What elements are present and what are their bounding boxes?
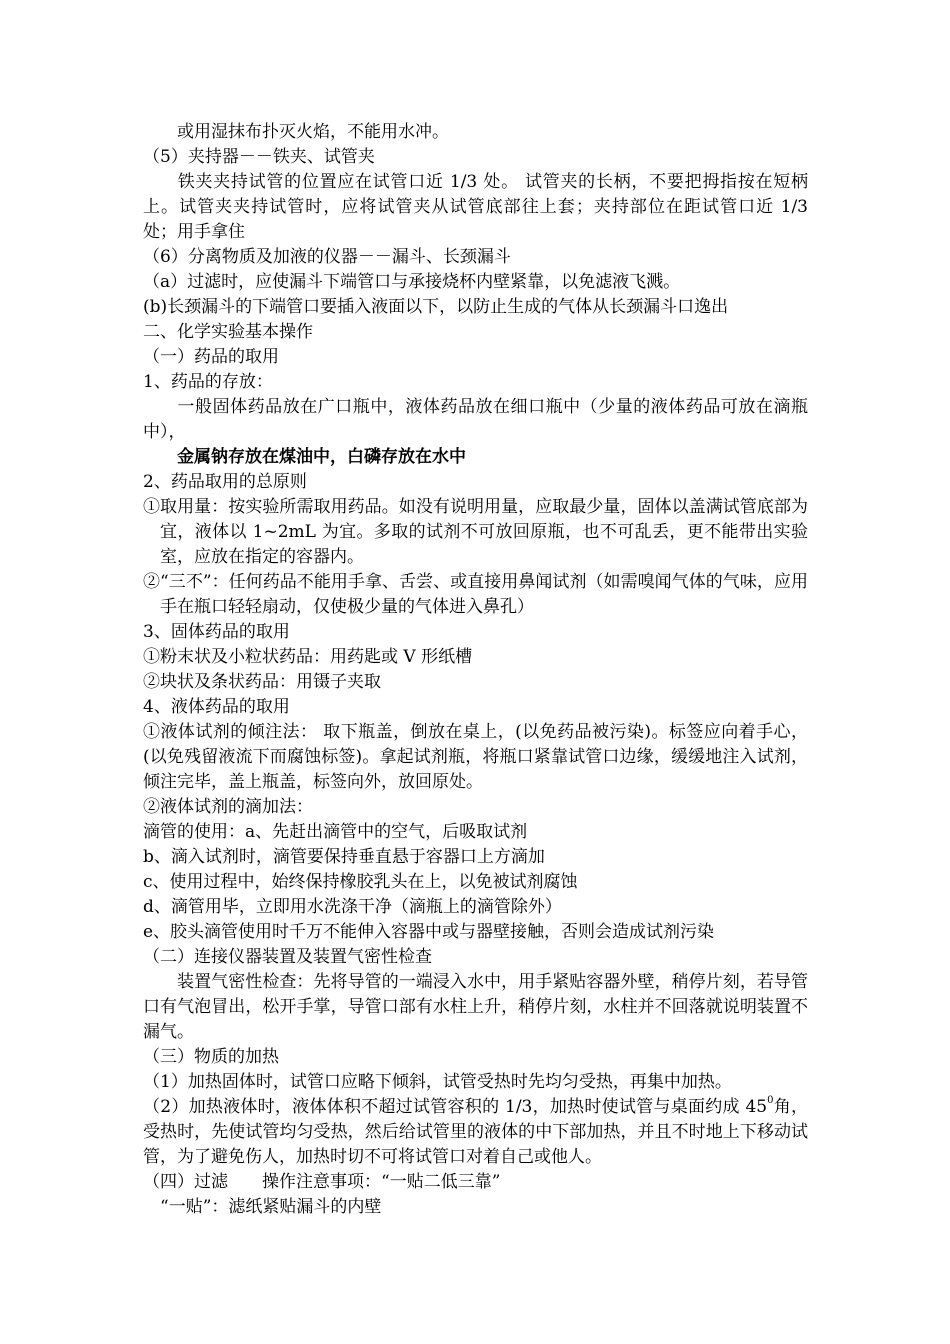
bold-note: 金属钠存放在煤油中，白磷存放在水中 — [177, 447, 466, 467]
paragraph — [143, 1095, 808, 1170]
paragraph — [143, 970, 808, 1045]
subsection-heading: 2、药品取用的总原则 — [143, 472, 307, 492]
paragraph — [143, 395, 808, 445]
paragraph-text: 装置气密性检查：先将导管的一端浸入水中，用手紧贴容器外壁，稍停片刻，若导管口有气泡冒出，松开手掌，导管口部有水柱上升，稍停片刻，水柱并不回落就说明装置不漏气。 — [143, 972, 808, 1042]
text-line: 或用湿抹布扑灭火焰，不能用水冲。 — [177, 122, 449, 142]
section-heading: （一）药品的取用 — [143, 347, 279, 367]
subsection-heading: 3、固体药品的取用 — [143, 622, 290, 642]
text-line: “一贴”：滤纸紧贴漏斗的内壁 — [160, 1197, 382, 1217]
paragraph: ①液体试剂的倾注法： 取下瓶盖，倒放在桌上，(以免药品被污染)。标签应向着手心，(以免残留液流下而腐蚀标签)。拿起试剂瓶，将瓶口紧靠试管口边缘，缓缓地注入试剂，倾注完毕，盖上瓶盖，标签向外，放回原处。 — [143, 722, 808, 792]
paragraph — [143, 170, 808, 245]
text-line: （a）过滤时，应使漏斗下端管口与承接烧杯内壁紧靠，以免滤液飞溅。 — [143, 272, 681, 292]
section-heading: （四）过滤 操作注意事项：“一贴二低三靠” — [143, 1172, 501, 1192]
text-line: 滴管的使用：a、先赶出滴管中的空气，后吸取试剂 — [143, 822, 528, 842]
paragraph-text: 铁夹夹持试管的位置应在试管口近 1/3 处。 试管夹的长柄，不要把拇指按在短柄上。试管夹夹持试管时，应将试管夹从试管底部往上套；夹持部位在距试管口近 1/3 处；用手拿住 — [143, 172, 808, 242]
text-line: ②液体试剂的滴加法： — [143, 797, 313, 817]
section-heading: （三）物质的加热 — [143, 1047, 279, 1067]
paragraph: ①取用量：按实验所需取用药品。如没有说明用量，应取最少量，固体以盖满试管底部为宜，液体以 1~2mL 为宜。多取的试剂不可放回原瓶，也不可乱丢，更不能带出实验室，应放在指定的容器内。 — [143, 497, 808, 567]
section-heading: （二）连接仪器装置及装置气密性检查 — [143, 947, 432, 967]
document-body — [143, 120, 808, 1220]
subsection-heading: 4、液体药品的取用 — [143, 697, 290, 717]
subsection-heading: 1、药品的存放： — [143, 372, 273, 392]
paragraph-text: （2）加热液体时，液体体积不超过试管容积的 1/3，加热时使试管与桌面约成 45 — [143, 1097, 768, 1117]
text-line: c、使用过程中，始终保持橡胶乳头在上，以免被试剂腐蚀 — [143, 872, 578, 892]
paragraph: ②“三不”：任何药品不能用手拿、舌尝、或直接用鼻闻试剂（如需嗅闻气体的气味，应用手在瓶口轻轻扇动，仅使极少量的气体进入鼻孔） — [143, 572, 808, 617]
text-line: b、滴入试剂时，滴管要保持垂直悬于容器口上方滴加 — [143, 847, 545, 867]
degree-superscript: 0 — [767, 1095, 774, 1107]
section-heading: （6）分离物质及加液的仪器－－漏斗、长颈漏斗 — [143, 247, 511, 267]
paragraph-text: 一般固体药品放在广口瓶中，液体药品放在细口瓶中（少量的液体药品可放在滴瓶中）， — [143, 397, 808, 442]
text-line: (b)长颈漏斗的下端管口要插入液面以下，以防止生成的气体从长颈漏斗口逸出 — [143, 297, 729, 317]
text-line: （1）加热固体时，试管口应略下倾斜，试管受热时先均匀受热，再集中加热。 — [143, 1072, 732, 1092]
text-line: e、胶头滴管使用时千万不能伸入容器中或与器壁接触，否则会造成试剂污染 — [143, 922, 715, 942]
text-line: d、滴管用毕，立即用水洗涤干净（滴瓶上的滴管除外） — [143, 897, 562, 917]
paragraph-text: 角，受热时，先使试管均匀受热，然后给试管里的液体的中下部加热，并且不时地上下移动试管，为了避免伤人，加热时切不可将试管口对着自己或他人。 — [143, 1097, 808, 1167]
text-line: ②块状及条状药品：用镊子夹取 — [143, 672, 381, 692]
section-heading: （5）夹持器－－铁夹、试管夹 — [143, 147, 375, 167]
text-line: ①粉末状及小粒状药品：用药匙或 V 形纸槽 — [143, 647, 473, 667]
chapter-heading: 二、化学实验基本操作 — [143, 322, 313, 342]
